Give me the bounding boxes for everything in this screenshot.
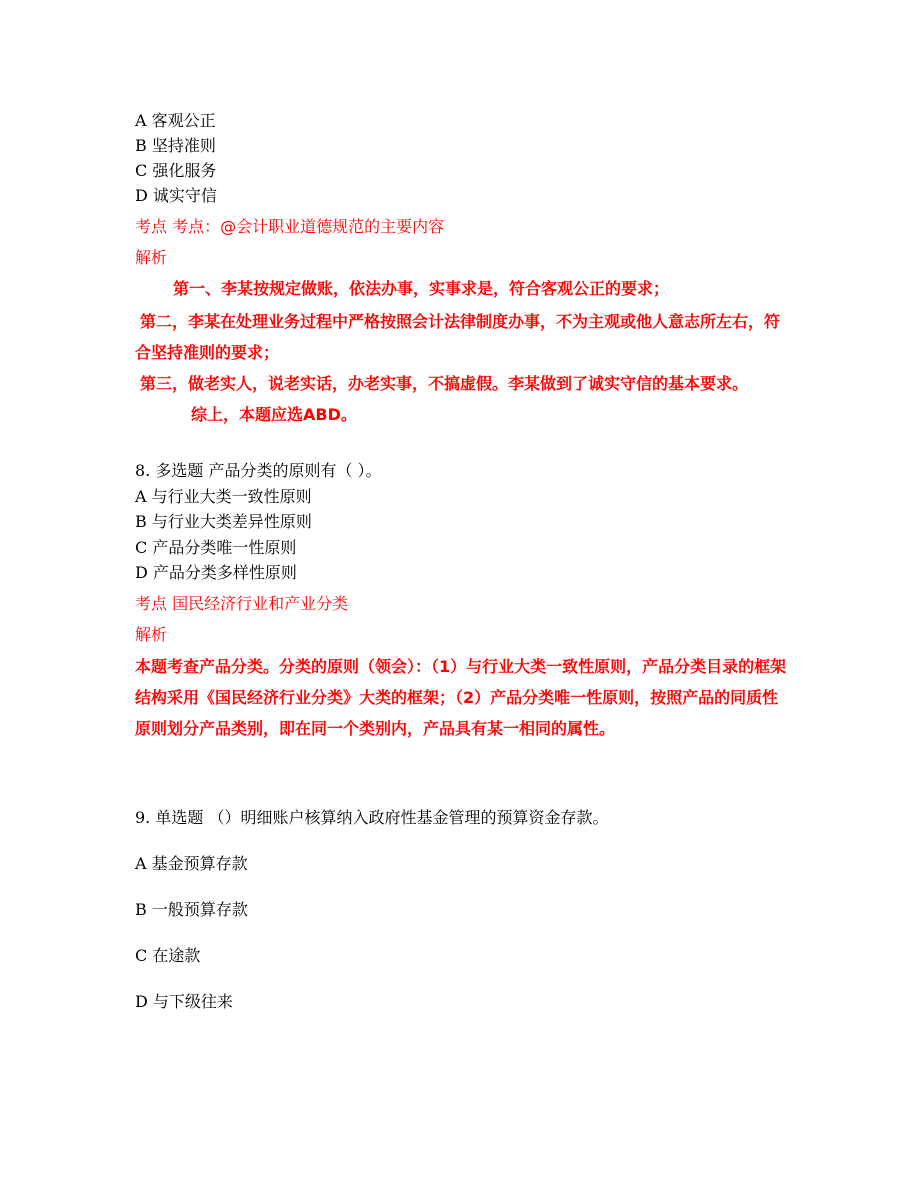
q9-option-d: D 与下级往来 <box>135 992 233 1011</box>
q9-option-a: A 基金预算存款 <box>135 854 248 873</box>
q7-explanation-p3a: 第三，做老实人，说老实话，办老实事，不搞虚假。李某做到了诚实守信的基本要求。 <box>140 374 749 393</box>
q7-jiexi-label: 解析 <box>135 248 168 267</box>
q7-explanation-p3b: 综上，本题应选ABD。 <box>191 405 357 424</box>
q9-option-c: C 在途款 <box>135 946 201 965</box>
q8-option-a: A 与行业大类一致性原则 <box>135 487 312 506</box>
q7-option-b: B 坚持准则 <box>135 136 216 155</box>
q7-kaodian: 考点 考点：@会计职业道德规范的主要内容 <box>135 217 445 236</box>
q7-explanation-p1: 第一、李某按规定做账，依法办事，实事求是，符合客观公正的要求； <box>173 279 670 298</box>
q9-option-b: B 一般预算存款 <box>135 900 248 919</box>
q8-option-b: B 与行业大类差异性原则 <box>135 512 312 531</box>
q8-option-d: D 产品分类多样性原则 <box>135 563 297 582</box>
q8-kaodian: 考点 国民经济行业和产业分类 <box>135 594 349 613</box>
q8-explanation: 本题考查产品分类。分类的原则（领会）：（1）与行业大类一致性原则，产品分类目录的框架结构采用《国民经济行业分类》大类的框架；（2）产品分类唯一性原则，按照产品的同质性原则划分产品类别，即在同一个类别内，产品具有某一相同的属性。 <box>135 657 787 738</box>
q7-explanation-p3 <box>135 368 795 430</box>
q8-jiexi-label: 解析 <box>135 625 168 644</box>
q9-question: 9. 单选题 （）明细账户核算纳入政府性基金管理的预算资金存款。 <box>135 808 609 827</box>
q7-option-d: D 诚实守信 <box>135 186 217 205</box>
q7-option-c: C 强化服务 <box>135 161 217 180</box>
q7-explanation-p2: 第二，李某在处理业务过程中严格按照会计法律制度办事，不为主观或他人意志所左右，符合坚持准则的要求； <box>135 312 781 362</box>
q8-question: 8. 多选题 产品分类的原则有（ ）。 <box>135 461 382 480</box>
q7-option-a: A 客观公正 <box>135 111 216 130</box>
q8-option-c: C 产品分类唯一性原则 <box>135 538 297 557</box>
